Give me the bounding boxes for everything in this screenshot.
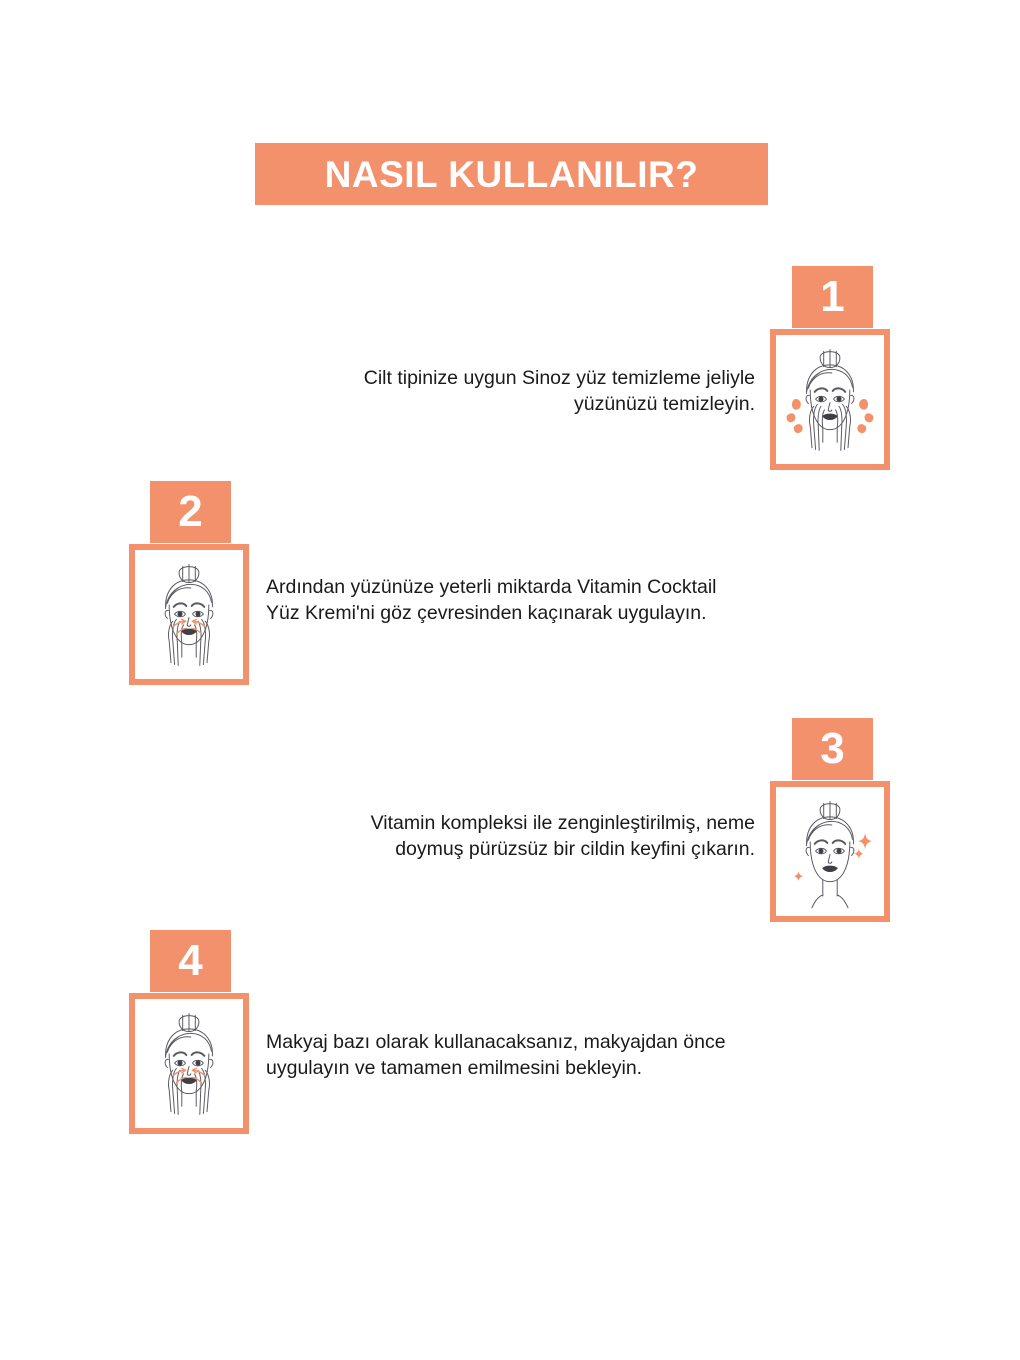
step-3-text: Vitamin kompleksi ile zenginleştirilmiş, neme doymuş pürüzsüz bir cildin keyfini çıkarın. — [370, 812, 755, 861]
step-4-illustration-frame — [129, 993, 249, 1134]
step-1-number: 1 — [820, 272, 845, 321]
step-3-number: 3 — [820, 724, 845, 773]
glowing-face-icon — [776, 787, 884, 916]
step-2-text: Ardından yüzünüze yeterli miktarda Vitamin Cocktail Yüz Kremi'ni göz çevresinden kaçınarak uygulayın. — [266, 576, 717, 625]
step-1-illustration-frame — [770, 329, 890, 470]
step-3-number-badge — [792, 718, 873, 780]
orange-sparkles — [794, 833, 872, 881]
header-banner — [255, 143, 768, 205]
step-3-illustration-frame — [770, 781, 890, 922]
step-4-number-badge — [150, 930, 231, 992]
step-4-text: Makyaj bazı olarak kullanacaksanız, makyajdan önce uygulayın ve tamamen emilmesini bekleyin. — [266, 1031, 726, 1080]
step-2-number: 2 — [178, 487, 203, 536]
page-title: NASIL KULLANILIR? — [324, 153, 699, 195]
step-4-number: 4 — [178, 936, 203, 985]
step-1-text: Cilt tipinize uygun Sinoz yüz temizleme jeliyle yüzünüzü temizleyin. — [363, 367, 755, 416]
step-2-illustration-frame — [129, 544, 249, 685]
face-washing-with-hands-icon — [776, 335, 884, 464]
face-cream-application-icon — [135, 999, 243, 1128]
face-cream-application-icon — [135, 550, 243, 679]
step-2-number-badge — [150, 481, 231, 543]
step-1-number-badge — [792, 266, 873, 328]
